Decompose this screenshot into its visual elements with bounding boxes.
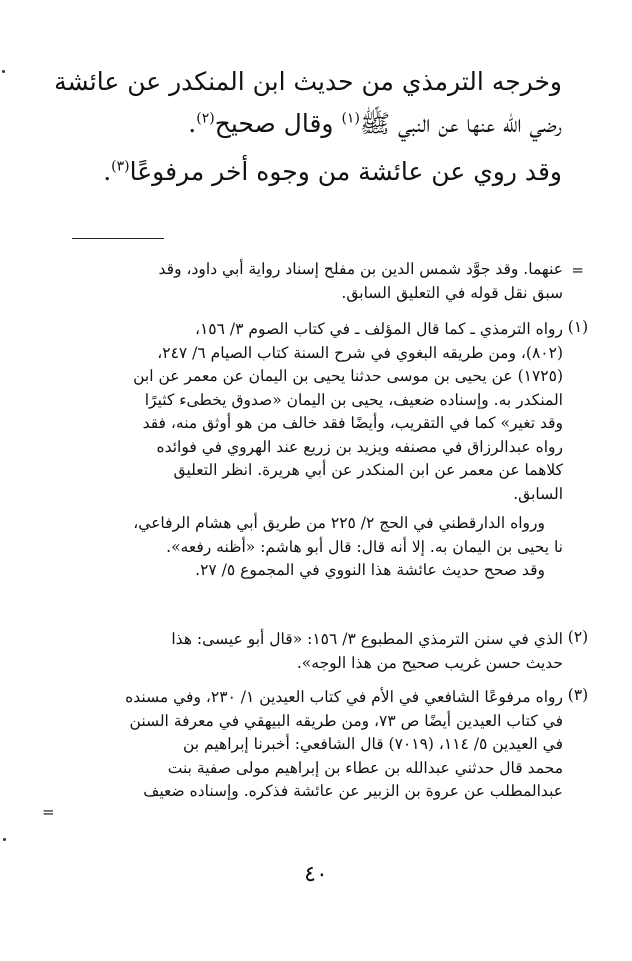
footnote-1-para-3: وقد صحح حديث عائشة هذا النووي في المجموع ٥/ ٢٧.	[195, 561, 545, 579]
footnote-1	[68, 318, 563, 583]
footnote-ref-2[interactable]: (٢)	[196, 110, 215, 127]
footnote-1-line: رواه عبدالرزاق في مصنفه ويزيد بن زريع عند الهروي في فوائده	[156, 437, 563, 456]
main-line-2-end: .	[188, 109, 197, 138]
footnote-2-marker: (٢)	[567, 628, 589, 646]
footnote-1-line: (٨٠٢)، ومن طريقه البغوي في شرح السنة كتاب الصيام ٦/ ٢٤٧،	[157, 343, 563, 362]
main-line-3-text: وقد روي عن عائشة من وجوه أخر مرفوعًا	[129, 157, 562, 186]
footnote-separator	[72, 238, 164, 239]
footnote-1-line: رواه الترمذي ـ كما قال المؤلف ـ في كتاب الصوم ٣/ ١٥٦،	[194, 320, 563, 338]
footnote-2-line: حديث حسن غريب صحيح من هذا الوجه».	[296, 653, 563, 672]
main-text-line-2	[60, 104, 562, 144]
continuation-marker: =	[571, 261, 584, 279]
footnote-1-marker: (١)	[567, 318, 589, 336]
main-line-3-end: .	[103, 157, 112, 186]
scan-speck	[2, 70, 5, 73]
footnote-1-line: (١٧٢٥) عن يحيى بن موسى حدثنا يحيى بن اليمان عن معمر عن ابن	[133, 367, 563, 385]
main-line-2-text: رضي الله عنها عن النبي ﷺ	[359, 109, 562, 138]
footnote-3-line: في كتاب العيدين أيضًا ص ٧٣، ومن طريقه البيهقي في معرفة السنن	[129, 711, 563, 730]
main-line-2-tail: وقال صحيح	[214, 109, 342, 138]
footnote-ref-3[interactable]: (٣)	[111, 158, 130, 175]
continuation-line: سبق نقل قوله في التعليق السابق.	[341, 283, 563, 302]
footnote-3-line: عبدالمطلب عن عروة بن الزبير عن عائشة فذكره. وإسناده ضعيف	[143, 782, 563, 800]
footnote-1-line: وقد تغير» كما في التقريب، وأيضًا فقد خالف من هو أوثق منه، فقد	[142, 414, 563, 432]
footnote-3-line: في العيدين ٥/ ١١٤، (٧٠١٩) قال الشافعي: أخبرنا إبراهيم بن	[183, 735, 563, 753]
footnote-2	[68, 628, 563, 675]
footnote-3-line: محمد قال حدثني عبدالله بن عطاء بن إبراهيم مولى صفية بنت	[167, 758, 563, 777]
main-text-line-3	[60, 152, 562, 192]
continuation-note	[68, 258, 563, 305]
footnote-3-marker: (٣)	[567, 686, 589, 704]
main-text-line-1	[54, 62, 562, 102]
page-number: ٤٠	[304, 862, 328, 887]
scan-speck	[3, 838, 6, 841]
footnote-3	[68, 686, 563, 804]
main-line-1-text: وخرجه الترمذي من حديث ابن المنكدر عن عائشة	[54, 67, 562, 96]
continuation-line: عنهما. وقد جوَّد شمس الدين بن مفلح إسناد رواية أبي داود، وقد	[158, 260, 563, 278]
footnote-1-line: كلاهما عن معمر عن ابن المنكدر عن أبي هريرة. انظر التعليق	[173, 461, 563, 479]
footnote-ref-1[interactable]: (١)	[341, 110, 360, 127]
footnote-1-para-2-line: نا يحيى بن اليمان به. إلا أنه قال: قال أبو هاشم: «أظنه رفعه».	[166, 537, 563, 556]
footnote-3-line: رواه مرفوعًا الشافعي في الأم في كتاب العيدين ١/ ٢٣٠، وفي مسنده	[125, 688, 563, 706]
footnote-1-line: السابق.	[513, 484, 563, 503]
footnote-1-line: المنكدر به. وإسناده ضعيف، يحيى بن اليمان «صدوق يخطىء كثيرًا	[144, 390, 563, 409]
footnote-2-line: الذي في سنن الترمذي المطبوع ٣/ ١٥٦: «قال أبو عيسى: هذا	[171, 630, 563, 648]
footnote-1-para-2: ورواه الدارقطني في الحج ٢/ ٢٢٥ من طريق أبي هشام الرفاعي،	[133, 514, 545, 532]
continues-marker: =	[42, 803, 55, 821]
